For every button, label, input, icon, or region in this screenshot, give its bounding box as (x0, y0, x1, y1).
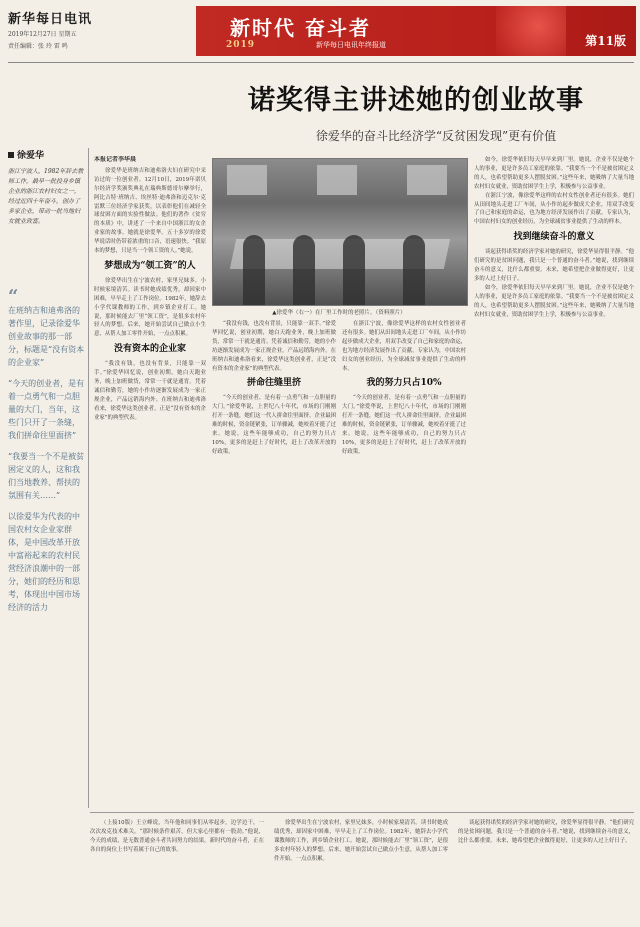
subheadline: 徐爱华的奋斗比经济学“反贫困发现”更有价值 (315, 129, 557, 143)
paragraph: 徐爱华出生在宁波农村，家里兄妹多，小时候家境清苦。读书时她成绩优秀，却因家中困难，早早走上了工作岗位。1982年，她辞去小学代课教师的工作，到乡镇企业打工。她说，那时候能去厂里“领工资”，是很多农村年轻人的梦想。后来，她开始尝试自己做点小生意，从帮人加工零件开始，一点点积累。 (274, 820, 448, 862)
paragraph: “今天的创业者，是有着一点勇气和一点胆量的大门。”徐爱华说，上世纪八十年代，市场的门刚刚打开一条缝，她们这一代人拼命往里面挤。企业最困难的时候，资金链紧张，订单骤减，她咬着牙挺了过来。她说，这些年能够成功，自己的努力只占10%，更多的是赶上了好时代，赶上了改革开放的好政策。 (212, 395, 336, 455)
editor-line: 责任编辑：张 玲 雷 鸣 (8, 43, 68, 50)
photo-caption: ▲徐爱华（右一）在厂里工作时的老照片。（资料照片） (272, 310, 406, 316)
banner-title: 新时代 奋斗者 (230, 16, 371, 40)
continuation-column-3 (458, 819, 634, 919)
continuation-column-2 (274, 819, 448, 919)
paragraph: 在浙江宁波，像徐爱华这样的农村女性创业者还有很多。她们从田间地头走进工厂车间，从小作坊起步做成大企业，用双手改变了自己和家庭的命运，也为地方经济发展作出了贡献。专家认为，中国农村妇女的创业经历，为全球减贫事业提供了生动的样本。 (474, 192, 634, 226)
paragraph: 谈起获得诺奖的经济学家对她的研究，徐爱华显得很平静。“他们研究的是贫困问题，我只是一个普通的奋斗者。”她说，找到继续奋斗的意义，比什么都重要。未来，她希望把企业做得更好，让更多的人过上好日子。 (458, 820, 634, 844)
pull-quote-4: 以徐爱华为代表的中国农村女企业家群体，是中国改革开放中富裕起来的农村民营经济浪潮中的一部分，她们的经历和思考，体现出中国市场经济的活力 (8, 512, 80, 612)
paragraph: 如今，徐爱华依旧每天早早来到厂里。她说，企业不仅是她个人的事业，更是许多员工家庭的依靠。“我要当一个不是被贫困定义的人，也希望帮助更多人摆脱贫困。”这些年来，她吸纳了大量当地农村妇女就业，资助贫困学生上学，积极参与公益事业。 (474, 284, 634, 318)
author-bio: 浙江宁波人，1982年辞去教师工作，最早一批投身乡镇企业的浙江农村妇女之一，经过近四十年奋斗，创办了多家企业，带动一批当地妇女就业致富。 (8, 168, 84, 225)
photo-figure (343, 235, 365, 305)
section-banner (196, 6, 636, 56)
masthead (8, 8, 158, 51)
banner-flare (496, 6, 566, 56)
paragraph: “今天的创业者，是有着一点勇气和一点胆量的大门。”徐爱华说，上世纪八十年代，市场的门刚刚打开一条缝，她们这一代人拼命往里面挤。企业最困难的时候，资金链紧张，订单骤减，她咬着牙挺了过来。她说，这些年能够成功，自己的努力只占10%，更多的是赶上了好时代，赶上了改革开放的好政策。 (342, 395, 466, 455)
section-heading-1: 梦想成为“领工资”的人 (104, 260, 196, 271)
article-column-3 (342, 320, 466, 806)
photo-figure (403, 235, 425, 305)
paragraph: （上接10版）王立峰说，当年他和同事们从零起步，边学边干，一次次攻克技术难关。“那时候条件艰苦，但大家心里都有一股劲。”他说，今天的成绩，是无数普通奋斗者共同努力的结果。新时代的奋斗者，正在各自的岗位上书写着属于自己的故事。 (90, 820, 264, 853)
section-heading-3: 拼命往缝里挤 (246, 378, 301, 389)
square-bullet-icon (8, 152, 14, 158)
byline: 本报记者李华晨 (94, 156, 137, 163)
photo-figure (293, 235, 315, 305)
continuation-article (90, 812, 634, 923)
paragraph: 如今，徐爱华依旧每天早早来到厂里。她说，企业不仅是她个人的事业，更是许多员工家庭的依靠。“我要当一个不是被贫困定义的人，也希望帮助更多人摆脱贫困。”这些年来，她吸纳了大量当地农村妇女就业，资助贫困学生上学，积极参与公益事业。 (474, 157, 634, 190)
photo-figure (243, 235, 265, 305)
author-name-text: 徐爱华 (17, 151, 45, 161)
pull-quotes (8, 286, 85, 614)
header-divider (8, 62, 634, 63)
section-heading-5: 找到继续奋斗的意义 (513, 232, 595, 243)
section-heading-4: 我的努力只占10% (366, 378, 442, 389)
headline: 诺奖得主讲述她的创业故事 (248, 85, 584, 116)
paragraph: 徐爱华是班纳吉和迪弗洛夫妇在研究中采访过的一位创业者。12月10日，2019年诺贝尔经济学奖颁奖典礼在瑞典斯德哥尔摩举行，阿比吉特·班纳吉、埃丝特·迪弗洛和迈克尔·克雷默三位经济学家获奖，以表彰他们在减轻全球贫困方面的实验性做法。他们的著作《贫穷的本质》中，讲述了一个来自中国浙江的女企业家的故事。她就是徐爱华。五十多岁的徐爱华说话时仍带着浓重的口音，语速很快。“我原本的梦想，只是当一个领工资的人。”她说。 (94, 167, 206, 255)
photo-window (317, 165, 357, 195)
sidebar-divider (88, 148, 89, 808)
article-column-4 (474, 156, 634, 806)
paragraph: “我没有钱，也没有背景，只能靠一双手。”徐爱华回忆说，创业初期，她白天跑业务，晚上加班做货，常常一干就是通宵。凭着诚信和勤劳，她的小作坊逐渐发展成为一家正规企业，产品远销海内外。在班纳吉和迪弗洛看来，徐爱华这类创业者，正是“没有资本的企业家”的典型代表。 (94, 361, 206, 421)
banner-series: 新华每日电讯年终报道 (316, 41, 386, 49)
author-name (8, 148, 85, 161)
paragraph: “我没有钱，也没有背景，只能靠一双手。”徐爱华回忆说，创业初期，她白天跑业务，晚上加班做货，常常一干就是通宵。凭着诚信和勤劳，她的小作坊逐渐发展成为一家正规企业，产品远销海内外。在班纳吉和迪弗洛看来，徐爱华这类创业者，正是“没有资本的企业家”的典型代表。 (212, 321, 336, 372)
author-box (8, 148, 85, 227)
quote-mark-icon: “ (8, 286, 19, 307)
paragraph: 在浙江宁波，像徐爱华这样的农村女性创业者还有很多。她们从田间地头走进工厂车间，从小作坊起步做成大企业，用双手改变了自己和家庭的命运，也为地方经济发展作出了贡献。专家认为，中国农村妇女的创业经历，为全球减贫事业提供了生动的样本。 (342, 321, 466, 372)
paper-name: 新华每日电讯 (8, 12, 93, 27)
paragraph: 徐爱华出生在宁波农村，家里兄妹多，小时候家境清苦。读书时她成绩优秀，却因家中困难，早早走上了工作岗位。1982年，她辞去小学代课教师的工作，到乡镇企业打工。她说，那时候能去厂里“领工资”，是很多农村年轻人的梦想。后来，她开始尝试自己做点小生意，从帮人加工零件开始，一点点积累。 (94, 277, 206, 338)
article-photo (212, 158, 468, 306)
page-number: 第11版 (585, 34, 626, 48)
article-column-2 (212, 320, 336, 806)
banner-year: 2019 (226, 40, 256, 50)
paragraph: 谈起获得诺奖的经济学家对她的研究，徐爱华显得很平静。“他们研究的是贫困问题，我只是一个普通的奋斗者。”她说，找到继续奋斗的意义，比什么都重要。未来，她希望把企业做得更好，让更多的人过上好日子。 (474, 249, 634, 282)
pull-quote-3: “我要当一个不是被贫困定义的人，这和我们当地教养、帮扶的氛围有关……” (8, 452, 85, 500)
article-column-1 (94, 156, 206, 806)
date-line: 2019年12月27日 星期五 (8, 31, 77, 38)
photo-window (227, 165, 267, 195)
pull-quote-1: 在班纳吉和迪弗洛的著作里，记录徐爱华创业故事的那一部分，标题是“没有资本的企业家” (8, 306, 85, 367)
photo-window (407, 165, 447, 195)
section-heading-2: 没有资本的企业家 (113, 344, 186, 355)
pull-quote-2: “今天的创业者，是有着一点勇气和一点胆量的大门，当年，这些门只开了一条缝，我们拼命往里面挤” (8, 379, 85, 440)
continuation-column-1 (90, 819, 264, 919)
